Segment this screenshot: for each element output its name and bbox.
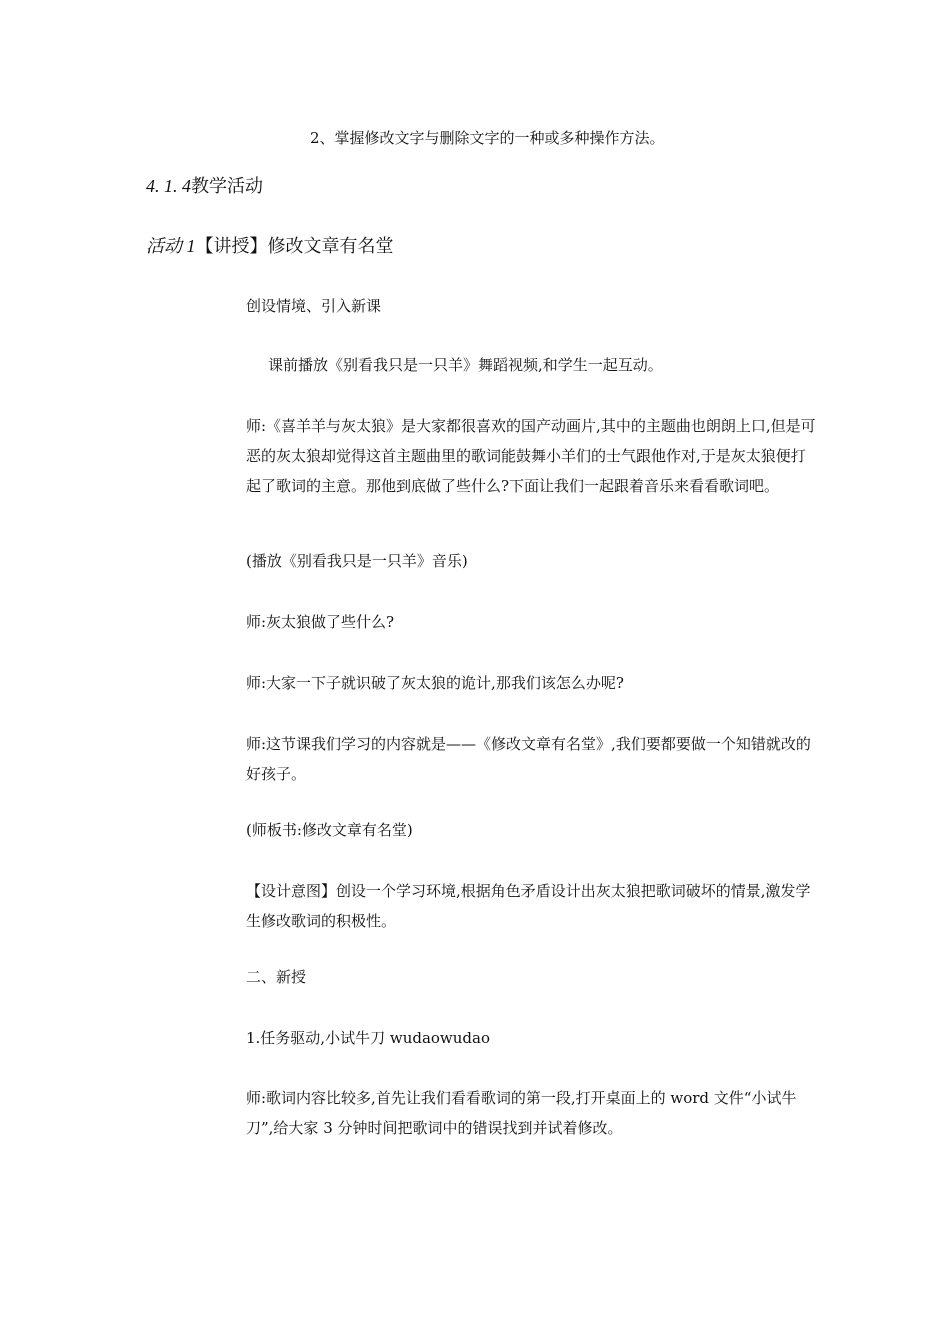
new-lesson-heading: 二、新授 bbox=[246, 968, 307, 986]
section-number: 4. 1. 4 bbox=[146, 176, 191, 196]
activity-title: 【讲授】修改文章有名堂 bbox=[195, 236, 394, 257]
objective-line: 2、掌握修改文字与删除文字的一种或多种操作方法。 bbox=[310, 129, 665, 147]
play-music-paragraph: (播放《别看我只是一只羊》音乐) bbox=[246, 552, 468, 570]
design-intent-paragraph: 【设计意图】创设一个学习环境,根据角色矛盾设计出灰太狼把歌词破坏的情景,激发学生修改歌词的积极性。 bbox=[246, 882, 811, 930]
board-paragraph: (师板书:修改文章有名堂) bbox=[246, 821, 413, 839]
teacher-paragraph-2: 师:灰太狼做了些什么? bbox=[246, 613, 395, 631]
activity-heading bbox=[146, 234, 394, 259]
task-paragraph: 1.任务驱动,小试牛刀 wudaowudao bbox=[246, 1029, 490, 1047]
video-paragraph: 课前播放《别看我只是一只羊》舞蹈视频,和学生一起互动。 bbox=[268, 356, 663, 374]
section-title: 教学活动 bbox=[191, 176, 263, 197]
activity-prefix: 活动 1 bbox=[146, 236, 196, 256]
section-heading bbox=[146, 174, 263, 199]
intro-title: 创设情境、引入新课 bbox=[246, 297, 382, 315]
teacher-paragraph-5: 师:歌词内容比较多,首先让我们看看歌词的第一段,打开桌面上的 word 文件“小试牛刀”,给大家 3 分钟时间把歌词中的错误找到并试着修改。 bbox=[246, 1089, 797, 1137]
teacher-paragraph-3: 师:大家一下子就识破了灰太狼的诡计,那我们该怎么办呢? bbox=[246, 674, 624, 692]
teacher-paragraph-4: 师:这节课我们学习的内容就是——《修改文章有名堂》,我们要都要做一个知错就改的好孩子。 bbox=[246, 735, 811, 783]
teacher-paragraph-1: 师:《喜羊羊与灰太狼》是大家都很喜欢的国产动画片,其中的主题曲也朗朗上口,但是可恶的灰太狼却觉得这首主题曲里的歌词能鼓舞小羊们的士气跟他作对,于是灰太狼便打起了歌词的主意。那他到底做了些什么?下面让我们一起跟着音乐来看看歌词吧。 bbox=[246, 417, 816, 495]
